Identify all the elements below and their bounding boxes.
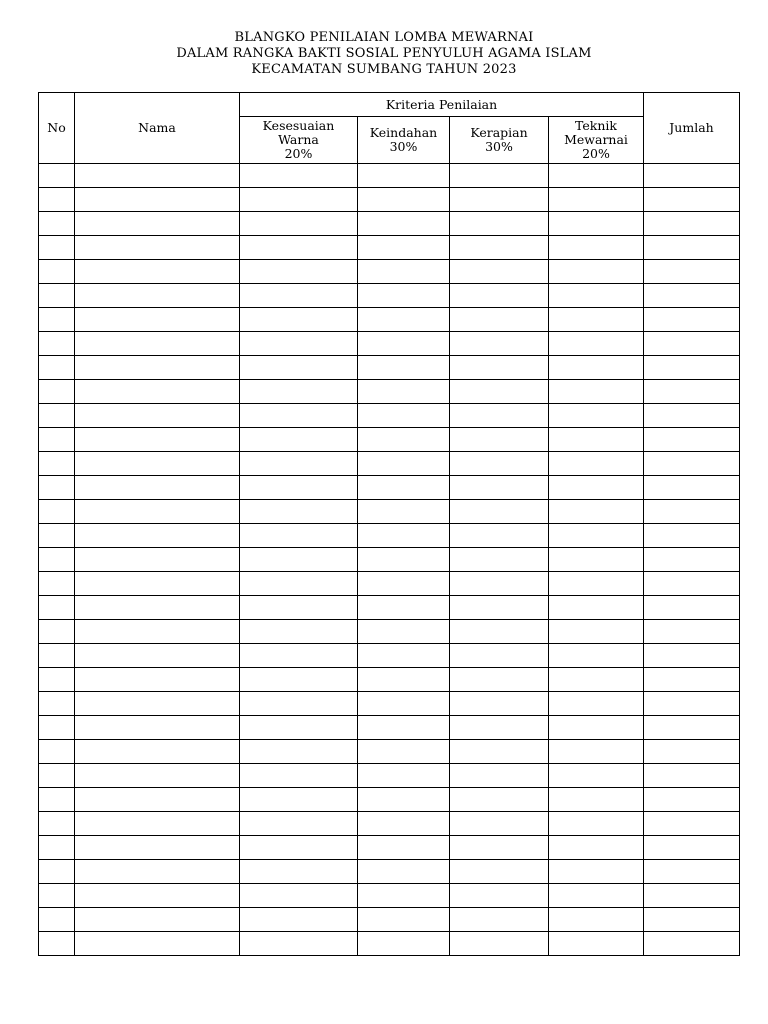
cell-keindahan bbox=[358, 356, 450, 380]
cell-teknik-mewarnai bbox=[549, 260, 644, 284]
cell-nama bbox=[75, 596, 240, 620]
table-row bbox=[39, 596, 740, 620]
criteria-header-teknik-mewarnai bbox=[549, 117, 644, 164]
cell-kerapian bbox=[450, 860, 549, 884]
cell-kerapian bbox=[450, 428, 549, 452]
cell-teknik-mewarnai bbox=[549, 164, 644, 188]
table-row bbox=[39, 476, 740, 500]
cell-kerapian bbox=[450, 764, 549, 788]
cell-kerapian bbox=[450, 332, 549, 356]
cell-kerapian bbox=[450, 596, 549, 620]
cell-nama bbox=[75, 380, 240, 404]
cell-no bbox=[39, 620, 75, 644]
cell-jumlah bbox=[644, 236, 740, 260]
criteria-name: Keindahan bbox=[369, 125, 438, 140]
cell-keindahan bbox=[358, 548, 450, 572]
cell-jumlah bbox=[644, 572, 740, 596]
cell-keindahan bbox=[358, 236, 450, 260]
cell-nama bbox=[75, 692, 240, 716]
cell-kesesuaian-warna bbox=[240, 644, 358, 668]
cell-kerapian bbox=[450, 524, 549, 548]
table-row bbox=[39, 212, 740, 236]
table-row bbox=[39, 404, 740, 428]
cell-teknik-mewarnai bbox=[549, 284, 644, 308]
cell-jumlah bbox=[644, 836, 740, 860]
criteria-group-header: Kriteria Penilaian bbox=[240, 93, 644, 117]
scoring-table bbox=[38, 92, 740, 956]
cell-kesesuaian-warna bbox=[240, 932, 358, 956]
table-row bbox=[39, 452, 740, 476]
cell-no bbox=[39, 260, 75, 284]
cell-keindahan bbox=[358, 668, 450, 692]
column-header-jumlah: Jumlah bbox=[644, 93, 740, 164]
cell-no bbox=[39, 932, 75, 956]
table-row bbox=[39, 236, 740, 260]
cell-teknik-mewarnai bbox=[549, 644, 644, 668]
cell-nama bbox=[75, 332, 240, 356]
cell-no bbox=[39, 380, 75, 404]
table-row bbox=[39, 908, 740, 932]
cell-nama bbox=[75, 164, 240, 188]
cell-keindahan bbox=[358, 284, 450, 308]
cell-keindahan bbox=[358, 452, 450, 476]
cell-keindahan bbox=[358, 404, 450, 428]
cell-nama bbox=[75, 452, 240, 476]
cell-teknik-mewarnai bbox=[549, 524, 644, 548]
cell-nama bbox=[75, 404, 240, 428]
cell-nama bbox=[75, 836, 240, 860]
cell-nama bbox=[75, 764, 240, 788]
cell-teknik-mewarnai bbox=[549, 932, 644, 956]
cell-no bbox=[39, 356, 75, 380]
criteria-header-kesesuaian-warna bbox=[240, 117, 358, 164]
cell-kerapian bbox=[450, 236, 549, 260]
table-row bbox=[39, 524, 740, 548]
cell-kesesuaian-warna bbox=[240, 452, 358, 476]
cell-no bbox=[39, 596, 75, 620]
cell-jumlah bbox=[644, 524, 740, 548]
cell-kesesuaian-warna bbox=[240, 884, 358, 908]
cell-keindahan bbox=[358, 788, 450, 812]
cell-kesesuaian-warna bbox=[240, 812, 358, 836]
cell-keindahan bbox=[358, 476, 450, 500]
cell-keindahan bbox=[358, 380, 450, 404]
table-row bbox=[39, 740, 740, 764]
cell-no bbox=[39, 548, 75, 572]
cell-teknik-mewarnai bbox=[549, 380, 644, 404]
table-row bbox=[39, 860, 740, 884]
column-header-no: No bbox=[39, 93, 75, 164]
cell-nama bbox=[75, 284, 240, 308]
cell-no bbox=[39, 572, 75, 596]
cell-kerapian bbox=[450, 668, 549, 692]
cell-kerapian bbox=[450, 620, 549, 644]
cell-no bbox=[39, 740, 75, 764]
cell-jumlah bbox=[644, 284, 740, 308]
table-row bbox=[39, 380, 740, 404]
table-row bbox=[39, 884, 740, 908]
cell-no bbox=[39, 692, 75, 716]
cell-jumlah bbox=[644, 740, 740, 764]
cell-nama bbox=[75, 236, 240, 260]
cell-jumlah bbox=[644, 596, 740, 620]
cell-kesesuaian-warna bbox=[240, 260, 358, 284]
table-row bbox=[39, 764, 740, 788]
cell-kerapian bbox=[450, 788, 549, 812]
cell-keindahan bbox=[358, 932, 450, 956]
cell-no bbox=[39, 836, 75, 860]
cell-no bbox=[39, 404, 75, 428]
cell-nama bbox=[75, 428, 240, 452]
criteria-name: Teknik bbox=[575, 118, 617, 133]
cell-keindahan bbox=[358, 884, 450, 908]
criteria-name-line-2: Warna bbox=[278, 132, 319, 147]
cell-kesesuaian-warna bbox=[240, 332, 358, 356]
cell-teknik-mewarnai bbox=[549, 572, 644, 596]
cell-kesesuaian-warna bbox=[240, 404, 358, 428]
cell-kesesuaian-warna bbox=[240, 860, 358, 884]
cell-kerapian bbox=[450, 548, 549, 572]
cell-nama bbox=[75, 932, 240, 956]
cell-teknik-mewarnai bbox=[549, 356, 644, 380]
cell-no bbox=[39, 476, 75, 500]
cell-no bbox=[39, 884, 75, 908]
cell-kesesuaian-warna bbox=[240, 212, 358, 236]
criteria-weight: 30% bbox=[389, 139, 418, 154]
cell-jumlah bbox=[644, 860, 740, 884]
cell-no bbox=[39, 164, 75, 188]
cell-nama bbox=[75, 260, 240, 284]
table-row bbox=[39, 284, 740, 308]
cell-kerapian bbox=[450, 716, 549, 740]
cell-kerapian bbox=[450, 188, 549, 212]
cell-kerapian bbox=[450, 908, 549, 932]
table-row bbox=[39, 548, 740, 572]
cell-teknik-mewarnai bbox=[549, 452, 644, 476]
cell-no bbox=[39, 644, 75, 668]
cell-kerapian bbox=[450, 740, 549, 764]
cell-nama bbox=[75, 668, 240, 692]
cell-nama bbox=[75, 572, 240, 596]
cell-kesesuaian-warna bbox=[240, 164, 358, 188]
cell-nama bbox=[75, 908, 240, 932]
cell-kesesuaian-warna bbox=[240, 740, 358, 764]
cell-teknik-mewarnai bbox=[549, 884, 644, 908]
cell-teknik-mewarnai bbox=[549, 188, 644, 212]
cell-keindahan bbox=[358, 644, 450, 668]
cell-nama bbox=[75, 548, 240, 572]
cell-teknik-mewarnai bbox=[549, 764, 644, 788]
cell-keindahan bbox=[358, 620, 450, 644]
cell-jumlah bbox=[644, 332, 740, 356]
cell-no bbox=[39, 236, 75, 260]
criteria-header-keindahan bbox=[358, 117, 450, 164]
table-row bbox=[39, 716, 740, 740]
cell-jumlah bbox=[644, 908, 740, 932]
table-row bbox=[39, 188, 740, 212]
criteria-name: Kerapian bbox=[470, 125, 528, 140]
cell-nama bbox=[75, 716, 240, 740]
cell-nama bbox=[75, 788, 240, 812]
cell-jumlah bbox=[644, 452, 740, 476]
cell-nama bbox=[75, 500, 240, 524]
cell-nama bbox=[75, 740, 240, 764]
cell-teknik-mewarnai bbox=[549, 212, 644, 236]
cell-no bbox=[39, 500, 75, 524]
table-row bbox=[39, 644, 740, 668]
cell-jumlah bbox=[644, 620, 740, 644]
cell-kesesuaian-warna bbox=[240, 500, 358, 524]
cell-kerapian bbox=[450, 164, 549, 188]
cell-nama bbox=[75, 620, 240, 644]
cell-no bbox=[39, 308, 75, 332]
cell-no bbox=[39, 428, 75, 452]
cell-jumlah bbox=[644, 308, 740, 332]
cell-no bbox=[39, 812, 75, 836]
cell-jumlah bbox=[644, 548, 740, 572]
cell-nama bbox=[75, 644, 240, 668]
table-row bbox=[39, 668, 740, 692]
form-title-line-3: KECAMATAN SUMBANG TAHUN 2023 bbox=[251, 62, 517, 77]
cell-jumlah bbox=[644, 164, 740, 188]
cell-kerapian bbox=[450, 500, 549, 524]
table-row bbox=[39, 788, 740, 812]
cell-kerapian bbox=[450, 572, 549, 596]
cell-keindahan bbox=[358, 596, 450, 620]
criteria-weight: 20% bbox=[284, 146, 313, 161]
cell-kerapian bbox=[450, 260, 549, 284]
cell-kesesuaian-warna bbox=[240, 524, 358, 548]
cell-jumlah bbox=[644, 212, 740, 236]
cell-jumlah bbox=[644, 764, 740, 788]
cell-no bbox=[39, 524, 75, 548]
cell-nama bbox=[75, 524, 240, 548]
cell-no bbox=[39, 716, 75, 740]
cell-keindahan bbox=[358, 692, 450, 716]
cell-nama bbox=[75, 356, 240, 380]
cell-jumlah bbox=[644, 692, 740, 716]
table-row bbox=[39, 836, 740, 860]
cell-kesesuaian-warna bbox=[240, 716, 358, 740]
cell-no bbox=[39, 332, 75, 356]
cell-jumlah bbox=[644, 932, 740, 956]
cell-teknik-mewarnai bbox=[549, 620, 644, 644]
cell-kesesuaian-warna bbox=[240, 908, 358, 932]
table-row bbox=[39, 428, 740, 452]
table-row bbox=[39, 260, 740, 284]
cell-nama bbox=[75, 308, 240, 332]
cell-no bbox=[39, 788, 75, 812]
cell-kesesuaian-warna bbox=[240, 668, 358, 692]
cell-jumlah bbox=[644, 788, 740, 812]
cell-nama bbox=[75, 884, 240, 908]
cell-teknik-mewarnai bbox=[549, 836, 644, 860]
cell-kerapian bbox=[450, 284, 549, 308]
cell-nama bbox=[75, 188, 240, 212]
cell-keindahan bbox=[358, 164, 450, 188]
table-row bbox=[39, 932, 740, 956]
table-row bbox=[39, 500, 740, 524]
cell-no bbox=[39, 452, 75, 476]
cell-keindahan bbox=[358, 572, 450, 596]
cell-keindahan bbox=[358, 308, 450, 332]
cell-kesesuaian-warna bbox=[240, 788, 358, 812]
cell-jumlah bbox=[644, 356, 740, 380]
cell-keindahan bbox=[358, 764, 450, 788]
table-row bbox=[39, 332, 740, 356]
cell-jumlah bbox=[644, 404, 740, 428]
cell-kesesuaian-warna bbox=[240, 620, 358, 644]
cell-no bbox=[39, 860, 75, 884]
criteria-weight: 30% bbox=[485, 139, 513, 154]
table-row bbox=[39, 812, 740, 836]
cell-keindahan bbox=[358, 812, 450, 836]
cell-teknik-mewarnai bbox=[549, 860, 644, 884]
cell-kesesuaian-warna bbox=[240, 356, 358, 380]
cell-teknik-mewarnai bbox=[549, 596, 644, 620]
column-header-nama: Nama bbox=[75, 93, 240, 164]
cell-jumlah bbox=[644, 644, 740, 668]
cell-kesesuaian-warna bbox=[240, 572, 358, 596]
cell-no bbox=[39, 764, 75, 788]
cell-jumlah bbox=[644, 188, 740, 212]
cell-teknik-mewarnai bbox=[549, 308, 644, 332]
cell-no bbox=[39, 188, 75, 212]
cell-teknik-mewarnai bbox=[549, 404, 644, 428]
cell-kesesuaian-warna bbox=[240, 548, 358, 572]
cell-teknik-mewarnai bbox=[549, 476, 644, 500]
cell-no bbox=[39, 668, 75, 692]
cell-keindahan bbox=[358, 500, 450, 524]
cell-kesesuaian-warna bbox=[240, 692, 358, 716]
cell-kesesuaian-warna bbox=[240, 596, 358, 620]
cell-keindahan bbox=[358, 908, 450, 932]
cell-nama bbox=[75, 812, 240, 836]
cell-keindahan bbox=[358, 332, 450, 356]
cell-jumlah bbox=[644, 380, 740, 404]
cell-kerapian bbox=[450, 884, 549, 908]
cell-teknik-mewarnai bbox=[549, 740, 644, 764]
cell-kerapian bbox=[450, 404, 549, 428]
criteria-name: Kesesuaian bbox=[262, 118, 335, 133]
form-title-line-1: BLANGKO PENILAIAN LOMBA MEWARNAI bbox=[234, 30, 534, 45]
cell-kesesuaian-warna bbox=[240, 428, 358, 452]
cell-kerapian bbox=[450, 836, 549, 860]
cell-jumlah bbox=[644, 884, 740, 908]
table-row bbox=[39, 572, 740, 596]
cell-kerapian bbox=[450, 380, 549, 404]
table-row bbox=[39, 308, 740, 332]
cell-nama bbox=[75, 476, 240, 500]
cell-keindahan bbox=[358, 740, 450, 764]
cell-keindahan bbox=[358, 716, 450, 740]
cell-jumlah bbox=[644, 812, 740, 836]
cell-kerapian bbox=[450, 644, 549, 668]
cell-kesesuaian-warna bbox=[240, 476, 358, 500]
cell-teknik-mewarnai bbox=[549, 716, 644, 740]
cell-teknik-mewarnai bbox=[549, 548, 644, 572]
cell-teknik-mewarnai bbox=[549, 332, 644, 356]
cell-jumlah bbox=[644, 428, 740, 452]
cell-kerapian bbox=[450, 212, 549, 236]
cell-teknik-mewarnai bbox=[549, 692, 644, 716]
criteria-weight: 20% bbox=[582, 146, 610, 161]
cell-kesesuaian-warna bbox=[240, 188, 358, 212]
cell-no bbox=[39, 908, 75, 932]
cell-kerapian bbox=[450, 452, 549, 476]
cell-jumlah bbox=[644, 716, 740, 740]
cell-keindahan bbox=[358, 836, 450, 860]
cell-teknik-mewarnai bbox=[549, 788, 644, 812]
cell-jumlah bbox=[644, 500, 740, 524]
table-row bbox=[39, 356, 740, 380]
cell-jumlah bbox=[644, 476, 740, 500]
cell-kesesuaian-warna bbox=[240, 236, 358, 260]
criteria-header-kerapian bbox=[450, 117, 549, 164]
cell-keindahan bbox=[358, 260, 450, 284]
cell-kerapian bbox=[450, 308, 549, 332]
cell-no bbox=[39, 212, 75, 236]
table-body bbox=[39, 164, 740, 956]
cell-jumlah bbox=[644, 260, 740, 284]
cell-nama bbox=[75, 860, 240, 884]
table-row bbox=[39, 692, 740, 716]
cell-teknik-mewarnai bbox=[549, 500, 644, 524]
cell-kesesuaian-warna bbox=[240, 380, 358, 404]
cell-teknik-mewarnai bbox=[549, 236, 644, 260]
cell-kerapian bbox=[450, 932, 549, 956]
criteria-name-line-2: Mewarnai bbox=[564, 132, 628, 147]
table-row bbox=[39, 164, 740, 188]
cell-kesesuaian-warna bbox=[240, 836, 358, 860]
cell-kerapian bbox=[450, 356, 549, 380]
cell-kesesuaian-warna bbox=[240, 308, 358, 332]
cell-keindahan bbox=[358, 524, 450, 548]
cell-teknik-mewarnai bbox=[549, 428, 644, 452]
cell-keindahan bbox=[358, 860, 450, 884]
cell-kerapian bbox=[450, 812, 549, 836]
cell-no bbox=[39, 284, 75, 308]
cell-nama bbox=[75, 212, 240, 236]
cell-teknik-mewarnai bbox=[549, 812, 644, 836]
cell-keindahan bbox=[358, 188, 450, 212]
cell-teknik-mewarnai bbox=[549, 668, 644, 692]
cell-keindahan bbox=[358, 212, 450, 236]
cell-kesesuaian-warna bbox=[240, 284, 358, 308]
cell-teknik-mewarnai bbox=[549, 908, 644, 932]
cell-kerapian bbox=[450, 476, 549, 500]
table-row bbox=[39, 620, 740, 644]
cell-kerapian bbox=[450, 692, 549, 716]
form-title-line-2: DALAM RANGKA BAKTI SOSIAL PENYULUH AGAMA ISLAM bbox=[176, 46, 592, 61]
cell-kesesuaian-warna bbox=[240, 764, 358, 788]
cell-keindahan bbox=[358, 428, 450, 452]
cell-jumlah bbox=[644, 668, 740, 692]
